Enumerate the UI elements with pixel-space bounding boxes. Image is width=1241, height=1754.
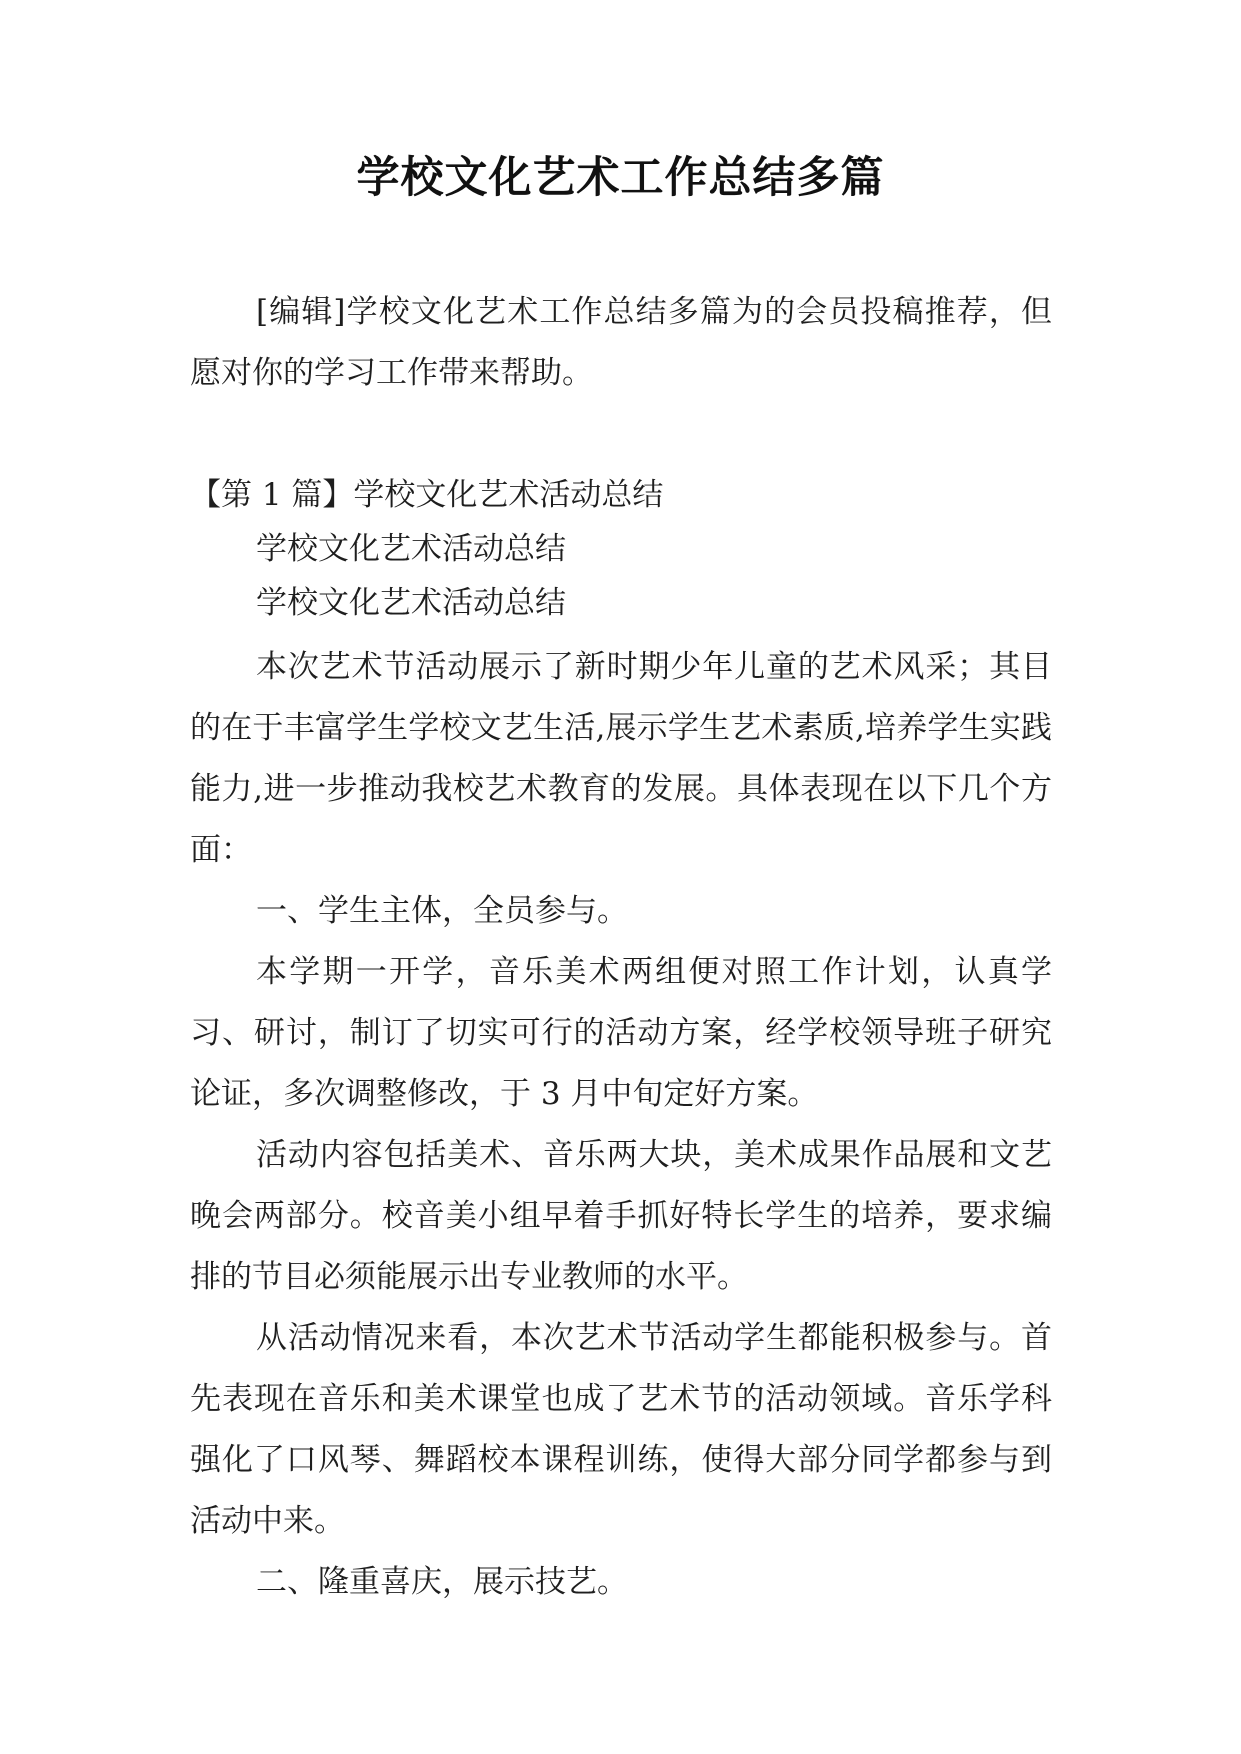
document-body <box>190 282 1052 1613</box>
section-subtitle: 学校文化艺术活动总结 <box>256 585 566 621</box>
body-paragraph: 从活动情况来看，本次艺术节活动学生都能积极参与。首先表现在音乐和美术课堂也成了艺术节的活动领域。音乐学科强化了口风琴、舞蹈校本课程训练，使得大部分同学都参与到活动中来。 <box>190 1320 1052 1539</box>
document-title: 学校文化艺术工作总结多篇 <box>356 153 885 203</box>
body-paragraph: 活动内容包括美术、音乐两大块，美术成果作品展和文艺晚会两部分。校音美小组早着手抓好特长学生的培养，要求编排的节目必须能展示出专业教师的水平。 <box>190 1137 1052 1295</box>
body-paragraph: 二、隆重喜庆，展示技艺。 <box>256 1564 628 1600</box>
spacer <box>190 404 1052 468</box>
body-paragraph: 一、学生主体，全员参与。 <box>256 893 628 929</box>
section-body <box>190 637 1052 1613</box>
body-paragraph: 本学期一开学，音乐美术两组便对照工作计划，认真学习、研讨，制订了切实可行的活动方案，经学校领导班子研究论证，多次调整修改，于 3 月中旬定好方案。 <box>190 954 1052 1112</box>
section-heading: 【第 1 篇】学校文化艺术活动总结 <box>190 477 664 513</box>
body-paragraph: 本次艺术节活动展示了新时期少年儿童的艺术风采；其目的在于丰富学生学校文艺生活,展示学生艺术素质,培养学生实践能力,进一步推动我校艺术教育的发展。具体表现在以下几个方面： <box>190 649 1052 868</box>
intro-paragraph: [编辑]学校文化艺术工作总结多篇为的会员投稿推荐，但愿对你的学习工作带来帮助。 <box>190 294 1052 391</box>
section-subtitle: 学校文化艺术活动总结 <box>256 531 566 567</box>
